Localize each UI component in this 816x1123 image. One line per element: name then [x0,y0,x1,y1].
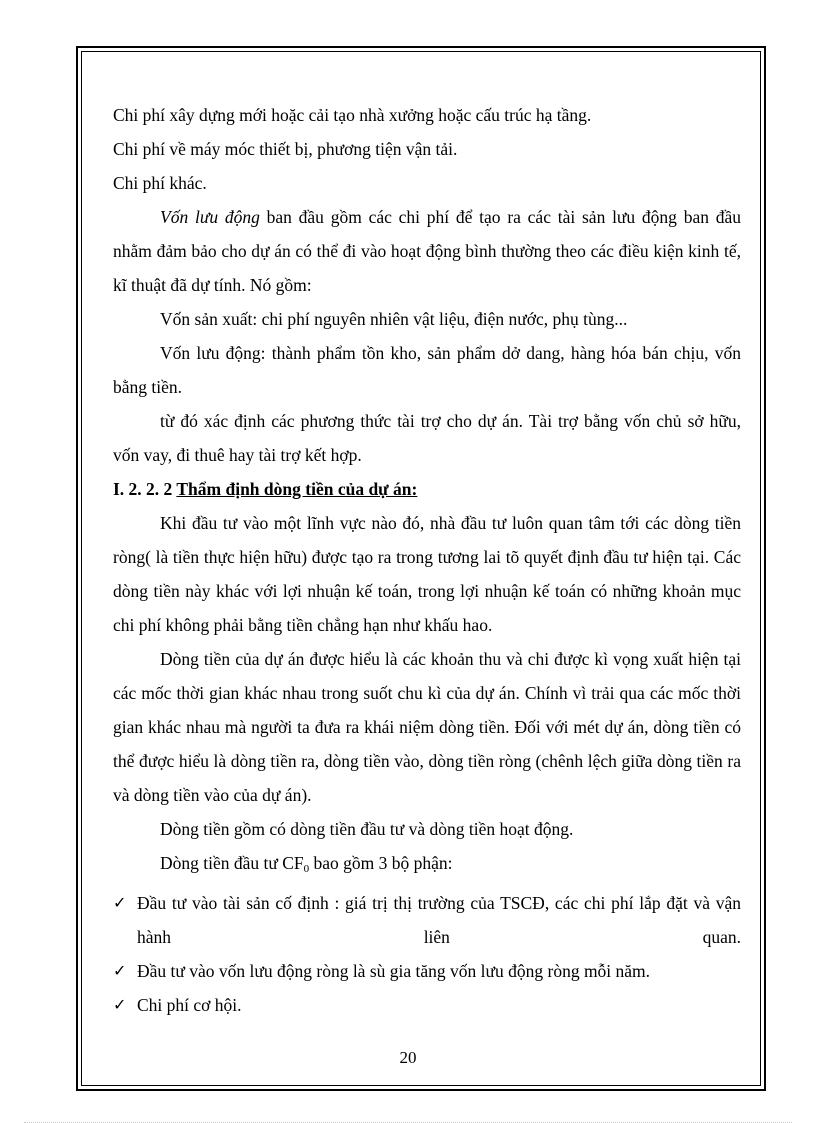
checklist-item-text: Chi phí cơ hội. [137,995,242,1015]
initial-investment-suffix: bao gồm 3 bộ phận: [309,853,453,873]
document-body [113,98,741,1022]
page-number: 20 [399,1048,417,1067]
section-number: I. 2. 2. 2 [113,479,177,499]
checklist-item [113,886,741,954]
cost-line-other: Chi phí khác. [113,173,207,193]
initial-investment-prefix: Dòng tiền đầu tư CF [160,853,304,873]
working-capital-paragraph [113,200,741,302]
working-capital-term: Vốn lưu động [160,207,260,227]
checklist-item [113,954,741,988]
initial-investment-line [113,846,741,886]
checklist-item [113,988,741,1022]
section-title: Thẩm định dòng tiền của dự án: [176,479,418,499]
cashflow-types-line: Dòng tiền gồm có dòng tiền đầu tư và dòng tiền hoạt động. [160,819,574,839]
working-capital-items-paragraph: Vốn lưu động: thành phẩm tồn kho, sản phẩm dở dang, hàng hóa bán chịu, vốn bằng tiền. [113,343,741,397]
checklist-item-text: Đầu tư vào vốn lưu động ròng là sù gia tăng vốn lưu động ròng mỗi năm. [137,961,651,981]
working-capital-definition: ban đầu gồm các chi phí để tạo ra các tài sản lưu động ban đầu nhằm đảm bảo cho dự án có thể đi vào hoạt động bình thường theo các điều kiện kinh tế, kĩ thuật đã dự tính. Nó gồm: [113,207,741,295]
section-heading [113,472,741,506]
initial-investment-subscript: 0 [303,863,310,875]
cost-line-construction: Chi phí xây dựng mới hoặc cải tạo nhà xưởng hoặc cấu trúc hạ tầng. [113,105,592,125]
cashflow-definition-paragraph: Dòng tiền của dự án được hiểu là các khoản thu và chi được kì vọng xuất hiện tại các mốc thời gian khác nhau trong suốt chu kì của dự án. Chính vì trải qua các mốc thời gian khác nhau mà người ta đưa ra khái niệm dòng tiền. Đối với mét dự án, dòng tiền có thể được hiểu là dòng tiền ra, dòng tiền vào, dòng tiền ròng (chênh lệch giữa dòng tiền ra và dòng tiền vào của dự án). [113,649,741,805]
financing-paragraph: từ đó xác định các phương thức tài trợ cho dự án. Tài trợ bằng vốn chủ sở hữu, vốn vay, đi thuê hay tài trợ kết hợp. [113,411,741,465]
checkmark-icon: ✓ [113,893,127,912]
checkmark-icon: ✓ [113,995,127,1014]
cost-line-equipment: Chi phí về máy móc thiết bị, phương tiện vận tải. [113,139,458,159]
production-capital-line: Vốn sản xuất: chi phí nguyên nhiên vật liệu, điện nước, phụ tùng... [160,309,628,329]
checkmark-icon: ✓ [113,961,127,980]
cashflow-intro-paragraph: Khi đầu tư vào một lĩnh vực nào đó, nhà đầu tư luôn quan tâm tới các dòng tiền ròng( là tiền thực hiện hữu) được tạo ra trong tương lai tõ quyết định đầu tư hiện tại. Các dòng tiền này khác với lợi nhuận kế toán, trong lợi nhuận kế toán có những khoản mục chi phí không phải bằng tiền chẳng hạn như khấu hao. [113,513,741,635]
checklist-item-text: Đầu tư vào tài sản cố định : giá trị thị trường của TSCĐ, các chi phí lắp đặt và vận hành liên quan. [137,893,741,947]
